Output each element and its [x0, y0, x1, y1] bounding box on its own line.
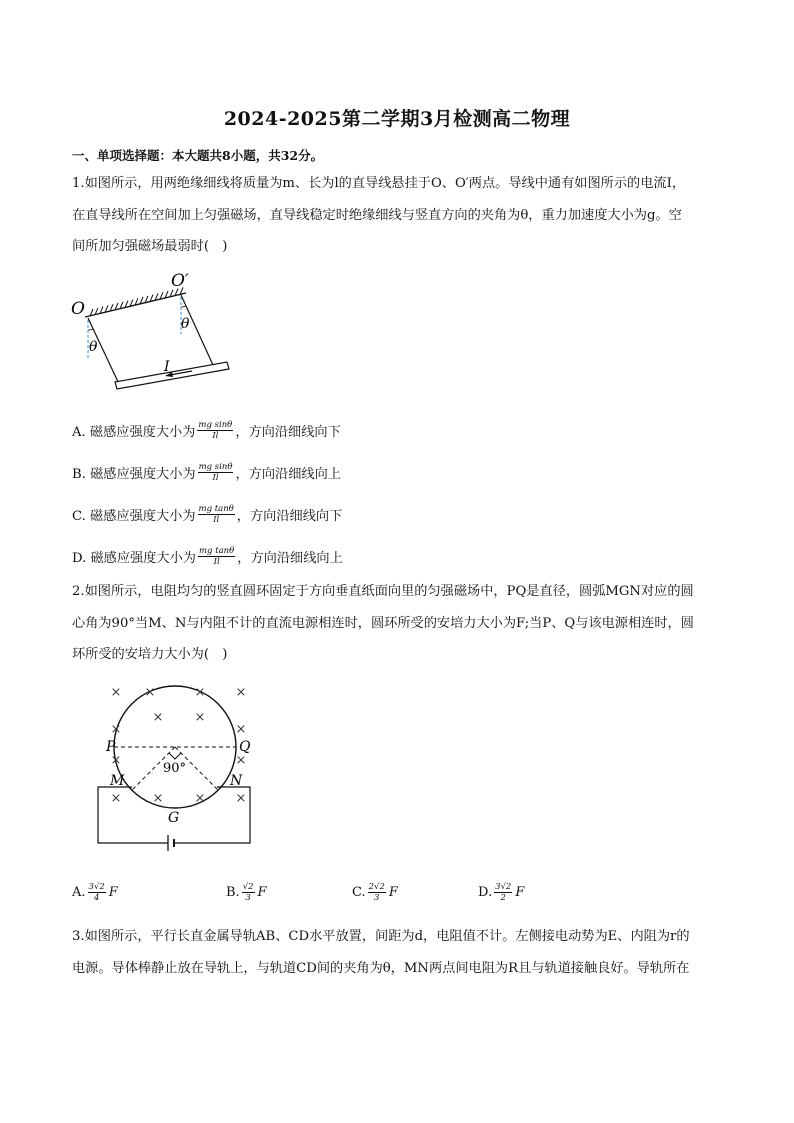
- option-c-prefix: C. 磁感应强度大小为: [72, 509, 196, 524]
- point-O-label: O: [71, 299, 85, 319]
- choice-d[interactable]: [478, 882, 524, 903]
- option-c-fraction: [198, 504, 235, 525]
- section-heading: 一、单项选择题：本大题共8小题，共32分。: [72, 148, 324, 163]
- question-3-line: 3.如图所示，平行长直金属导轨AB、CD水平放置，间距为d，电阻值不计。左侧接电动势为E、内阻为r的: [72, 929, 690, 944]
- option-a-denominator: Il: [212, 431, 219, 441]
- field-cross: ×: [110, 791, 122, 806]
- right-theta-label: θ: [181, 316, 190, 332]
- choice-c-numerator: 2√2: [368, 882, 385, 892]
- option-c-suffix: ，方向沿细线向下: [236, 509, 343, 524]
- option-a[interactable]: [72, 420, 341, 441]
- choice-c-variable: F: [388, 885, 398, 900]
- choice-a-numerator: 3√2: [88, 882, 105, 892]
- choice-b-fraction: [242, 882, 255, 903]
- option-b-suffix: ，方向沿细线向上: [235, 467, 341, 482]
- question-2-line: 2.如图所示，电阻均匀的竖直圆环固定于方向垂直纸面向里的匀强磁场中，PQ是直径，圆弧MGN对应的圆: [72, 584, 694, 599]
- field-cross: ×: [110, 753, 122, 768]
- point-N-label: N: [230, 773, 243, 789]
- ceiling-hatch: [90, 287, 183, 316]
- right-angle-arc: [181, 306, 186, 307]
- option-d-fraction: [198, 546, 235, 567]
- option-b-denominator: Il: [212, 473, 219, 483]
- ring-in-field-diagram: [90, 680, 265, 855]
- question-2-stem: [72, 576, 724, 671]
- choice-d-letter: D.: [478, 885, 493, 900]
- option-c-numerator: mg tanθ: [198, 504, 234, 514]
- question-2-figure: [90, 680, 265, 859]
- field-cross: ×: [144, 685, 156, 700]
- choice-a-letter: A.: [72, 885, 86, 900]
- field-cross: ×: [235, 722, 247, 737]
- field-cross: ×: [194, 791, 206, 806]
- question-1-line: 间所加匀强磁场最弱时( ): [72, 239, 228, 254]
- option-a-numerator: mg sinθ: [198, 420, 233, 430]
- question-1-line: 在直导线所在空间加上匀强磁场，直导线稳定时绝缘细线与竖直方向的夹角为θ，重力加速度大小为g。空: [72, 207, 682, 223]
- current-I-label: I: [164, 359, 170, 375]
- right-angle-marker: [169, 753, 181, 759]
- field-cross: ×: [110, 722, 122, 737]
- page-title: 2024-2025第二学期3月检测高二物理: [223, 108, 571, 130]
- question-3-stem: [72, 921, 724, 984]
- choice-c-fraction: [368, 882, 386, 903]
- option-b-numerator: mg sinθ: [198, 462, 233, 472]
- option-d-prefix: D. 磁感应强度大小为: [72, 551, 196, 566]
- option-c-denominator: Il: [213, 515, 220, 525]
- option-d-denominator: Il: [213, 557, 220, 567]
- choice-a[interactable]: [72, 882, 118, 903]
- hanging-wire-diagram: [68, 268, 243, 400]
- option-a-suffix: ，方向沿细线向下: [235, 425, 341, 440]
- choice-b-variable: F: [257, 885, 267, 900]
- option-b[interactable]: [72, 462, 341, 483]
- field-cross: ×: [235, 685, 247, 700]
- question-1-line: 1.如图所示，用两绝缘细线将质量为m、长为l的直导线悬挂于O、O′两点。导线中通有如图所示的电流I，: [72, 176, 686, 191]
- option-a-fraction: [197, 420, 233, 441]
- point-O-prime-label: O′: [171, 271, 189, 291]
- option-c[interactable]: [72, 504, 342, 525]
- point-M-label: M: [110, 773, 125, 789]
- option-d[interactable]: [72, 546, 343, 567]
- choice-d-variable: F: [515, 885, 525, 900]
- choice-d-fraction: [494, 882, 512, 903]
- choice-c-denominator: 3: [374, 893, 380, 903]
- choice-d-numerator: 3√2: [495, 882, 512, 892]
- magnetic-field-crosses: [111, 685, 247, 806]
- option-d-suffix: ，方向沿细线向上: [237, 551, 343, 566]
- option-b-prefix: B. 磁感应强度大小为: [72, 467, 196, 482]
- choice-d-denominator: 2: [500, 893, 506, 903]
- choice-a-denominator: 4: [93, 893, 100, 903]
- question-3-line: 电源。导体棒静止放在导轨上，与轨道CD间的夹角为θ，MN两点间电阻为R且与轨道接触良好。导轨所在: [72, 960, 690, 976]
- point-P-label: P: [106, 739, 116, 755]
- choice-b-numerator: √2: [242, 882, 254, 892]
- field-cross: ×: [235, 791, 247, 806]
- field-cross: ×: [235, 753, 247, 768]
- question-2-line: 心角为90°当M、N与内阻不计的直流电源相连时，圆环所受的安培力大小为F;当P、Q与该电源相连时，圆: [72, 615, 694, 631]
- point-Q-label: Q: [239, 739, 251, 755]
- field-cross: ×: [110, 685, 122, 700]
- point-G-label: G: [168, 810, 180, 826]
- field-cross: ×: [152, 791, 164, 806]
- choice-c[interactable]: [352, 882, 398, 903]
- option-b-fraction: [198, 462, 234, 483]
- left-angle-arc: [88, 329, 93, 330]
- question-1-figure: [68, 268, 243, 404]
- choice-b-letter: B.: [226, 885, 240, 900]
- field-cross: ×: [194, 710, 206, 725]
- choice-a-fraction: [88, 882, 106, 903]
- left-theta-label: θ: [89, 339, 98, 355]
- field-cross: ×: [152, 710, 164, 725]
- choice-c-letter: C.: [352, 885, 366, 900]
- field-cross: ×: [194, 685, 206, 700]
- option-a-prefix: A. 磁感应强度大小为: [72, 425, 196, 440]
- question-1-stem: [72, 168, 724, 263]
- choice-a-variable: F: [108, 885, 118, 900]
- choice-b[interactable]: [226, 882, 267, 903]
- question-2-line: 环所受的安培力大小为( ): [72, 647, 228, 662]
- option-d-numerator: mg tanθ: [199, 546, 235, 556]
- angle-90-label: 90°: [163, 761, 187, 776]
- choice-b-denominator: 3: [245, 893, 251, 903]
